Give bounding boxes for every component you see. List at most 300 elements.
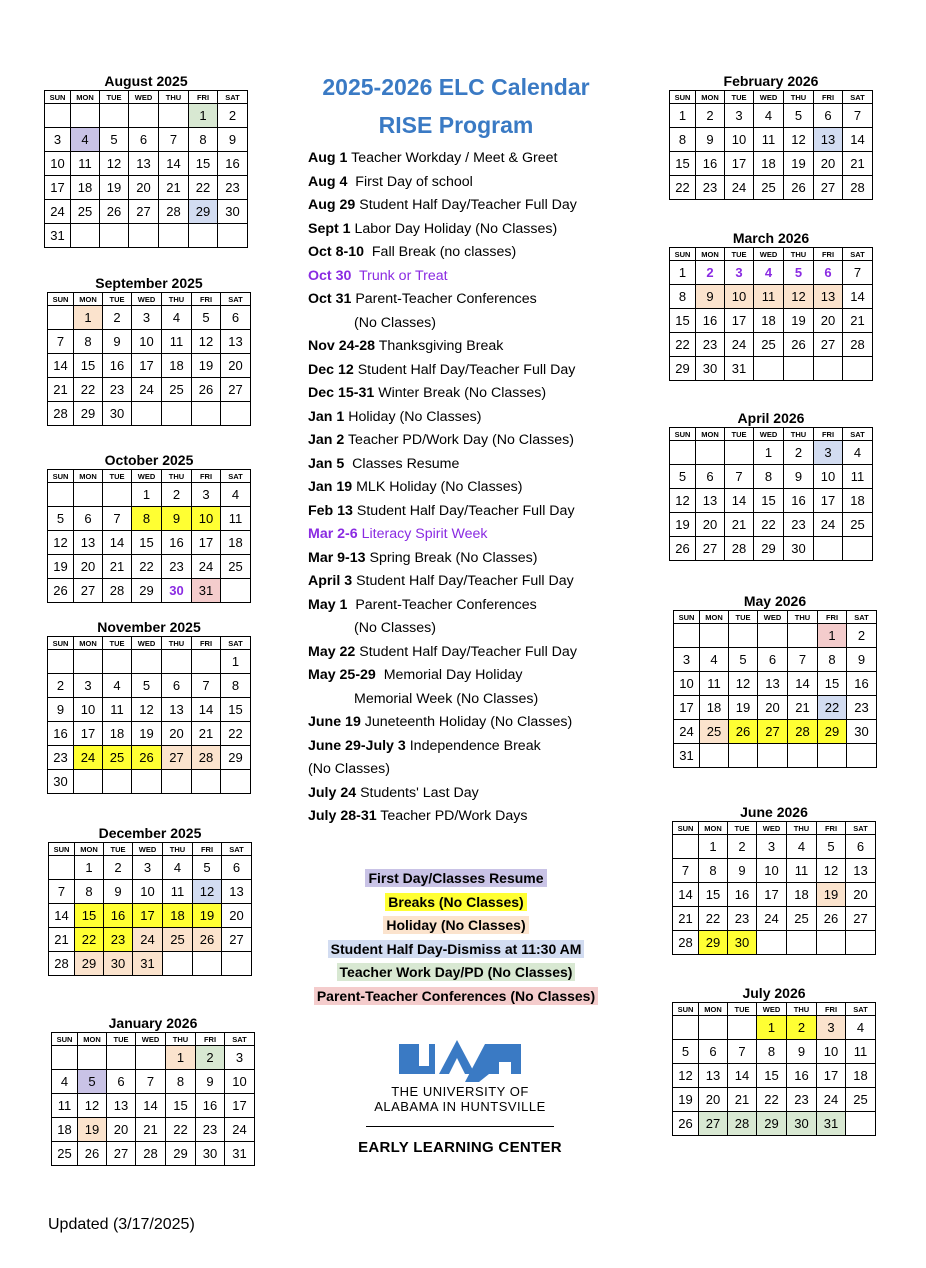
month-title: December 2025 [98, 825, 202, 841]
day-cell: 23 [696, 333, 725, 357]
day-cell: 19 [132, 722, 162, 746]
weekday-header: THU [166, 1033, 196, 1046]
day-cell: 30 [48, 770, 74, 794]
day-cell: 17 [74, 722, 103, 746]
day-cell: 19 [78, 1118, 107, 1142]
day-cell: 13 [129, 152, 159, 176]
month-grid [47, 636, 251, 794]
day-cell: 10 [192, 507, 221, 531]
empty-day-cell [129, 224, 159, 248]
empty-day-cell [74, 650, 103, 674]
day-cell: 7 [49, 880, 75, 904]
empty-day-cell [100, 104, 129, 128]
weekday-header: SUN [48, 470, 74, 483]
event-description: Memorial Day Holiday [375, 667, 523, 683]
weekday-header: THU [162, 293, 192, 306]
day-cell: 3 [45, 128, 71, 152]
day-cell: 11 [221, 507, 251, 531]
day-cell: 5 [193, 856, 222, 880]
legend-label: Holiday (No Classes) [383, 916, 528, 934]
day-cell: 15 [74, 354, 103, 378]
day-cell: 25 [843, 513, 873, 537]
day-cell: 28 [725, 537, 754, 561]
day-cell: 8 [757, 1040, 787, 1064]
day-cell: 8 [75, 880, 104, 904]
empty-day-cell [189, 224, 218, 248]
day-cell: 31 [674, 744, 700, 768]
event-description: Independence Break [405, 737, 541, 754]
weekday-header: SUN [673, 822, 699, 835]
day-cell: 3 [757, 835, 787, 859]
weekday-header: TUE [103, 293, 132, 306]
day-cell: 18 [103, 722, 132, 746]
day-cell: 14 [725, 489, 754, 513]
event-description: Holiday (No Classes) [344, 408, 482, 425]
day-cell: 6 [221, 306, 251, 330]
page-title: 2025-2026 ELC Calendar [322, 74, 590, 100]
day-cell: 24 [725, 176, 754, 200]
empty-day-cell [818, 744, 847, 768]
color-legend [300, 870, 612, 1011]
weekday-header: TUE [728, 822, 757, 835]
event-description: Spring Break (No Classes) [365, 549, 538, 566]
day-cell: 28 [136, 1142, 166, 1166]
month-title: July 2026 [742, 985, 806, 1001]
calendar-dec [48, 825, 252, 976]
day-cell: 20 [129, 176, 159, 200]
empty-day-cell [103, 650, 132, 674]
weekday-header: TUE [103, 470, 132, 483]
day-cell: 6 [129, 128, 159, 152]
day-cell: 8 [74, 330, 103, 354]
empty-day-cell [49, 856, 75, 880]
weekday-header: MON [700, 611, 729, 624]
day-cell: 15 [699, 883, 728, 907]
event-item [308, 500, 628, 524]
calendar-jan [51, 1015, 255, 1166]
weekday-header: WED [758, 611, 788, 624]
day-cell: 22 [757, 1088, 787, 1112]
event-date: May 1 [308, 596, 348, 613]
weekday-header: FRI [814, 248, 843, 261]
event-date: May 22 [308, 643, 356, 660]
day-cell: 3 [132, 306, 162, 330]
event-item [308, 688, 628, 712]
event-item [308, 194, 628, 218]
calendar-apr [669, 410, 873, 561]
day-cell: 10 [757, 859, 787, 883]
day-cell: 4 [221, 483, 251, 507]
day-cell: 19 [193, 904, 222, 928]
event-date: Feb 13 [308, 502, 353, 519]
legend-item [300, 941, 612, 964]
day-cell: 18 [843, 489, 873, 513]
event-date: Aug 4 [308, 173, 348, 190]
day-cell: 9 [696, 285, 725, 309]
day-cell: 3 [817, 1016, 846, 1040]
day-cell: 29 [757, 1112, 787, 1136]
empty-day-cell [218, 224, 248, 248]
day-cell: 26 [817, 907, 846, 931]
day-cell: 11 [843, 465, 873, 489]
day-cell: 1 [754, 441, 784, 465]
day-cell: 8 [132, 507, 162, 531]
day-cell: 12 [670, 489, 696, 513]
day-cell: 26 [673, 1112, 699, 1136]
day-cell: 24 [674, 720, 700, 744]
day-cell: 30 [696, 357, 725, 381]
day-cell: 4 [843, 441, 873, 465]
event-item [308, 664, 628, 688]
updated-note: Updated (3/17/2025) [48, 1216, 195, 1233]
event-item [308, 641, 628, 665]
day-cell: 13 [222, 880, 252, 904]
weekday-header: TUE [104, 843, 133, 856]
empty-day-cell [221, 770, 251, 794]
empty-day-cell [729, 744, 758, 768]
day-cell: 30 [104, 952, 133, 976]
event-description: (No Classes) [354, 314, 436, 331]
empty-day-cell [159, 104, 189, 128]
legend-label: First Day/Classes Resume [365, 869, 546, 887]
day-cell: 10 [133, 880, 163, 904]
day-cell: 21 [159, 176, 189, 200]
event-date: Jan 19 [308, 479, 353, 495]
empty-day-cell [192, 770, 221, 794]
event-description: Labor Day Holiday (No Classes) [350, 220, 558, 237]
day-cell: 11 [846, 1040, 876, 1064]
event-description: Winter Break (No Classes) [374, 385, 547, 401]
empty-day-cell [193, 952, 222, 976]
day-cell: 29 [189, 200, 218, 224]
legend-item [300, 894, 612, 917]
weekday-header: SUN [45, 91, 71, 104]
weekday-header: WED [754, 428, 784, 441]
month-title: November 2025 [97, 619, 201, 635]
day-cell: 1 [75, 856, 104, 880]
month-title: January 2026 [108, 1015, 198, 1031]
weekday-header: SAT [843, 428, 873, 441]
day-cell: 20 [74, 555, 103, 579]
month-grid [48, 842, 252, 976]
day-cell: 27 [162, 746, 192, 770]
day-cell: 10 [674, 672, 700, 696]
weekday-header: THU [784, 428, 814, 441]
day-cell: 28 [728, 1112, 757, 1136]
day-cell: 16 [162, 531, 192, 555]
day-cell: 16 [104, 904, 133, 928]
event-date: Oct 31 [308, 291, 352, 307]
day-cell: 2 [784, 441, 814, 465]
day-cell: 7 [725, 465, 754, 489]
event-item [308, 218, 628, 242]
day-cell: 17 [725, 309, 754, 333]
day-cell: 10 [814, 465, 843, 489]
day-cell: 31 [45, 224, 71, 248]
day-cell: 28 [192, 746, 221, 770]
empty-day-cell [758, 744, 788, 768]
calendar-nov [47, 619, 251, 794]
weekday-header: TUE [100, 91, 129, 104]
day-cell: 29 [670, 357, 696, 381]
event-item [308, 594, 628, 618]
weekday-header: WED [132, 293, 162, 306]
event-item [308, 241, 628, 265]
weekday-header: THU [787, 1003, 817, 1016]
weekday-header: TUE [107, 1033, 136, 1046]
event-description: Parent-Teacher Conferences [347, 596, 537, 613]
day-cell: 8 [166, 1070, 196, 1094]
month-title: August 2025 [104, 73, 188, 89]
event-item [308, 265, 628, 289]
day-cell: 14 [159, 152, 189, 176]
empty-day-cell [757, 931, 787, 955]
empty-day-cell [817, 931, 846, 955]
event-list [308, 147, 628, 829]
day-cell: 9 [696, 128, 725, 152]
day-cell: 6 [107, 1070, 136, 1094]
day-cell: 17 [814, 489, 843, 513]
day-cell: 31 [133, 952, 163, 976]
empty-day-cell [699, 1016, 728, 1040]
event-description: Teacher Workday / Meet & Greet [347, 150, 558, 166]
event-description: Teacher PD/Work Days [376, 808, 528, 824]
empty-day-cell [48, 650, 74, 674]
day-cell: 4 [71, 128, 100, 152]
event-date: Oct 8-10 [308, 244, 364, 260]
day-cell: 27 [758, 720, 788, 744]
empty-day-cell [159, 224, 189, 248]
event-description: Students' Last Day [356, 784, 479, 801]
weekday-header: WED [132, 637, 162, 650]
day-cell: 2 [787, 1016, 817, 1040]
day-cell: 7 [673, 859, 699, 883]
day-cell: 28 [673, 931, 699, 955]
day-cell: 21 [725, 513, 754, 537]
weekday-header: THU [784, 248, 814, 261]
day-cell: 26 [670, 537, 696, 561]
day-cell: 14 [49, 904, 75, 928]
month-grid [669, 427, 873, 561]
day-cell: 13 [699, 1064, 728, 1088]
day-cell: 24 [225, 1118, 255, 1142]
day-cell: 29 [221, 746, 251, 770]
calendar-may [673, 593, 877, 768]
day-cell: 24 [45, 200, 71, 224]
month-grid [44, 90, 248, 248]
day-cell: 18 [700, 696, 729, 720]
day-cell: 25 [221, 555, 251, 579]
day-cell: 24 [757, 907, 787, 931]
day-cell: 22 [699, 907, 728, 931]
event-item [308, 547, 628, 571]
empty-day-cell [784, 357, 814, 381]
day-cell: 25 [163, 928, 193, 952]
day-cell: 29 [754, 537, 784, 561]
day-cell: 2 [696, 261, 725, 285]
day-cell: 30 [847, 720, 877, 744]
day-cell: 22 [670, 176, 696, 200]
day-cell: 26 [193, 928, 222, 952]
day-cell: 22 [132, 555, 162, 579]
day-cell: 28 [159, 200, 189, 224]
event-date: Sept 1 [308, 220, 351, 237]
event-item [308, 735, 628, 759]
day-cell: 20 [107, 1118, 136, 1142]
event-description: Classes Resume [344, 455, 460, 472]
day-cell: 23 [196, 1118, 225, 1142]
day-cell: 10 [74, 698, 103, 722]
day-cell: 7 [136, 1070, 166, 1094]
uah-logo [350, 1038, 570, 1156]
day-cell: 7 [843, 104, 873, 128]
empty-day-cell [136, 1046, 166, 1070]
day-cell: 12 [784, 285, 814, 309]
day-cell: 9 [162, 507, 192, 531]
calendar-mar [669, 230, 873, 381]
day-cell: 21 [103, 555, 132, 579]
weekday-header: FRI [814, 428, 843, 441]
day-cell: 9 [103, 330, 132, 354]
weekday-header: MON [78, 1033, 107, 1046]
day-cell: 24 [133, 928, 163, 952]
weekday-header: MON [71, 91, 100, 104]
day-cell: 22 [166, 1118, 196, 1142]
weekday-header: SAT [843, 248, 873, 261]
day-cell: 5 [784, 104, 814, 128]
weekday-header: WED [136, 1033, 166, 1046]
day-cell: 3 [225, 1046, 255, 1070]
empty-day-cell [758, 624, 788, 648]
weekday-header: THU [159, 91, 189, 104]
empty-day-cell [846, 931, 876, 955]
weekday-header: MON [74, 470, 103, 483]
day-cell: 17 [192, 531, 221, 555]
day-cell: 24 [192, 555, 221, 579]
day-cell: 27 [814, 333, 843, 357]
day-cell: 7 [728, 1040, 757, 1064]
weekday-header: THU [163, 843, 193, 856]
event-description: (No Classes) [354, 620, 436, 636]
empty-day-cell [729, 624, 758, 648]
weekday-header: SUN [670, 428, 696, 441]
day-cell: 13 [814, 128, 843, 152]
empty-day-cell [71, 104, 100, 128]
day-cell: 13 [221, 330, 251, 354]
day-cell: 26 [132, 746, 162, 770]
event-description: Student Half Day/Teacher Full Day [355, 643, 577, 660]
day-cell: 16 [728, 883, 757, 907]
event-item [308, 312, 628, 336]
logo-divider [366, 1126, 554, 1127]
day-cell: 10 [725, 128, 754, 152]
weekday-header: WED [132, 470, 162, 483]
day-cell: 24 [725, 333, 754, 357]
empty-day-cell [814, 357, 843, 381]
day-cell: 30 [196, 1142, 225, 1166]
day-cell: 15 [189, 152, 218, 176]
day-cell: 28 [49, 952, 75, 976]
day-cell: 10 [45, 152, 71, 176]
day-cell: 16 [218, 152, 248, 176]
month-title: February 2026 [723, 73, 819, 89]
day-cell: 18 [787, 883, 817, 907]
empty-day-cell [700, 744, 729, 768]
day-cell: 10 [817, 1040, 846, 1064]
month-grid [672, 1002, 876, 1136]
weekday-header: SUN [49, 843, 75, 856]
day-cell: 3 [725, 261, 754, 285]
day-cell: 13 [696, 489, 725, 513]
day-cell: 29 [818, 720, 847, 744]
day-cell: 23 [162, 555, 192, 579]
weekday-header: FRI [193, 843, 222, 856]
weekday-header: MON [696, 91, 725, 104]
day-cell: 6 [74, 507, 103, 531]
day-cell: 2 [103, 306, 132, 330]
day-cell: 5 [673, 1040, 699, 1064]
logo-line-1: THE UNIVERSITY OF [391, 1084, 529, 1099]
weekday-header: MON [699, 1003, 728, 1016]
day-cell: 26 [784, 333, 814, 357]
day-cell: 28 [843, 333, 873, 357]
day-cell: 4 [754, 104, 784, 128]
day-cell: 15 [818, 672, 847, 696]
day-cell: 13 [758, 672, 788, 696]
day-cell: 12 [729, 672, 758, 696]
day-cell: 18 [754, 152, 784, 176]
day-cell: 12 [48, 531, 74, 555]
month-title: April 2026 [737, 410, 805, 426]
weekday-header: THU [784, 91, 814, 104]
day-cell: 7 [843, 261, 873, 285]
day-cell: 14 [843, 128, 873, 152]
day-cell: 1 [189, 104, 218, 128]
calendar-sep [47, 275, 251, 426]
weekday-header: MON [74, 637, 103, 650]
day-cell: 4 [52, 1070, 78, 1094]
day-cell: 17 [132, 354, 162, 378]
event-date: Dec 12 [308, 361, 354, 378]
empty-day-cell [673, 835, 699, 859]
event-item [308, 335, 628, 359]
logo-center-name: EARLY LEARNING CENTER [358, 1139, 562, 1156]
legend-item [300, 988, 612, 1011]
weekday-header: SAT [846, 822, 876, 835]
day-cell: 3 [192, 483, 221, 507]
day-cell: 11 [700, 672, 729, 696]
day-cell: 20 [222, 904, 252, 928]
day-cell: 4 [846, 1016, 876, 1040]
day-cell: 19 [729, 696, 758, 720]
day-cell: 17 [133, 904, 163, 928]
day-cell: 27 [107, 1142, 136, 1166]
event-date: July 28-31 [308, 808, 377, 824]
day-cell: 31 [817, 1112, 846, 1136]
weekday-header: SUN [674, 611, 700, 624]
day-cell: 9 [104, 880, 133, 904]
day-cell: 27 [221, 378, 251, 402]
day-cell: 29 [132, 579, 162, 603]
day-cell: 18 [163, 904, 193, 928]
weekday-header: MON [696, 248, 725, 261]
event-item [308, 171, 628, 195]
weekday-header: SAT [847, 611, 877, 624]
weekday-header: TUE [103, 637, 132, 650]
day-cell: 9 [728, 859, 757, 883]
day-cell: 10 [225, 1070, 255, 1094]
day-cell: 4 [163, 856, 193, 880]
